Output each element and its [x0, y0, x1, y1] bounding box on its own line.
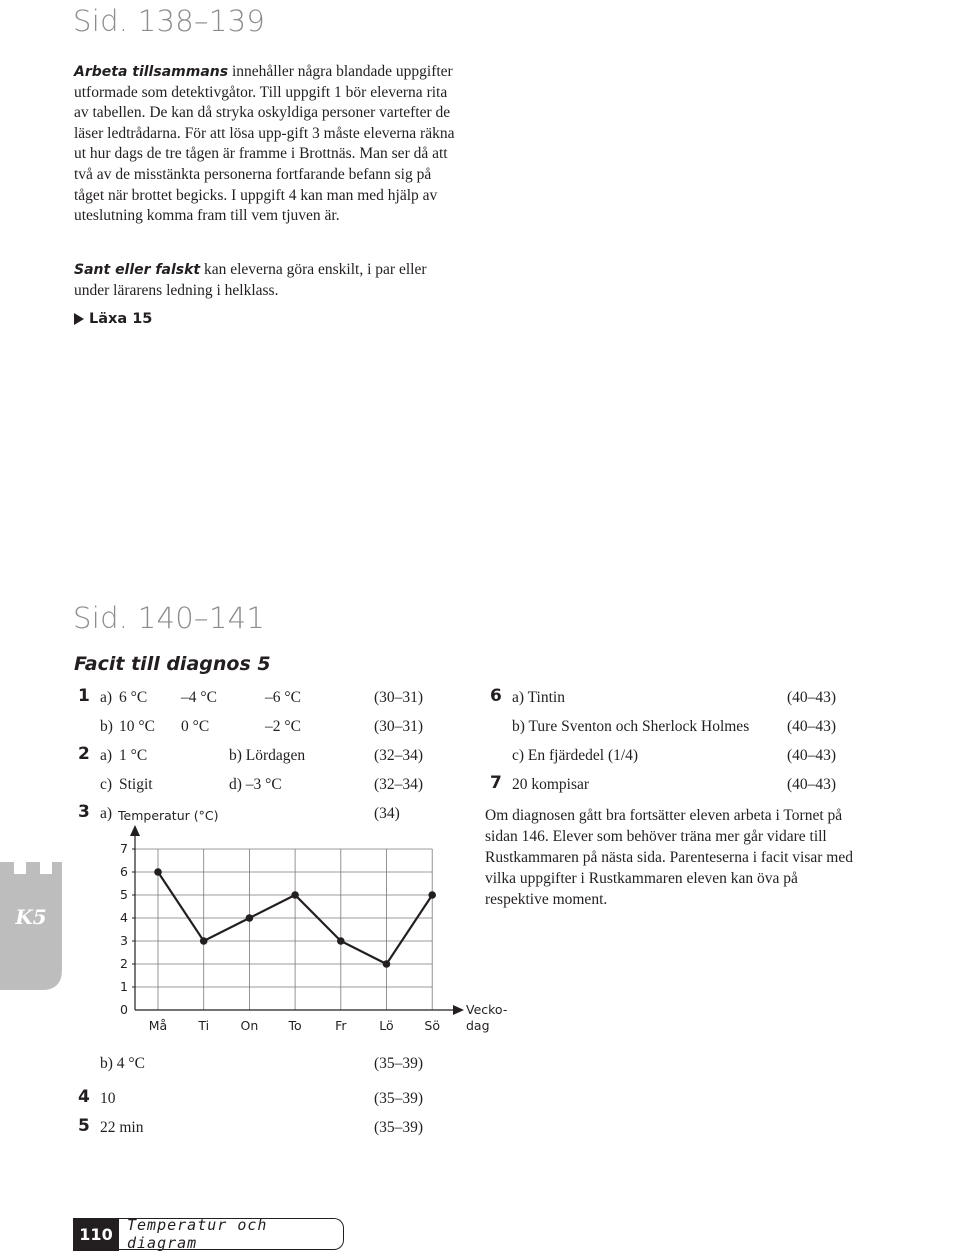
answer-6c-ref: (40–43)	[787, 747, 837, 764]
answer-1b-value2: 0 °C	[181, 718, 210, 735]
answer-6a-value: a) Tintin	[512, 689, 565, 706]
triangle-right-icon	[74, 313, 84, 325]
page-footer	[73, 1218, 344, 1251]
answer-7-value: 20 kompisar	[512, 776, 590, 793]
chart-xlabel-line2: dag	[466, 1018, 490, 1033]
x-tick-label: Må	[148, 1018, 168, 1033]
answer-2b-value: b) Lördagen	[229, 747, 306, 764]
answer-1b-value3: –2 °C	[265, 718, 301, 735]
side-tab-label: K5	[15, 905, 47, 929]
answer-5-value: 22 min	[100, 1119, 144, 1136]
x-tick-label: Sö	[424, 1018, 440, 1033]
answer-number-3: 3	[78, 802, 90, 822]
x-tick-label: Fr	[335, 1018, 347, 1033]
intro-text: innehåller några blandade uppgifter utformade som detektivgåtor. Till uppgift 1 bör eleverna rita av tabellen. De kan då stryka oskyldiga personer vartefter de läser ledtrådarna. För att lösa upp-gift 3 måste eleverna räkna ut hur dags de tre tågen är framme i Brottnäs. Man ser då att två av de misstänkta personerna fortfarande befann sig på tåget när brottet begicks. I uppgift 4 kan man med hjälp av uteslutning komma fram till vem tjuven är.	[74, 63, 455, 225]
data-point	[291, 891, 299, 899]
answer-2ab-ref: (32–34)	[374, 747, 424, 764]
intro-paragraph	[74, 62, 464, 227]
answer-number-5: 5	[78, 1116, 90, 1136]
y-tick-label: 1	[120, 979, 128, 994]
homework-link	[74, 311, 152, 327]
true-false-text: kan eleverna göra enskilt, i par eller under lärarens ledning i helklass.	[74, 261, 427, 299]
answer-2c-letter: c)	[100, 776, 113, 793]
x-tick-label: Ti	[198, 1018, 210, 1033]
data-point	[246, 914, 254, 922]
answer-1a-letter: a)	[100, 689, 113, 706]
answer-4-ref: (35–39)	[374, 1090, 424, 1107]
footer-title-box	[119, 1218, 344, 1250]
chart-y-ticks	[120, 841, 135, 1017]
intro-emphasis: Arbeta tillsammans	[74, 64, 229, 80]
answer-6b-ref: (40–43)	[787, 718, 837, 735]
true-false-paragraph	[74, 260, 464, 301]
answer-2a-value: 1 °C	[119, 747, 148, 764]
page-number: 110	[73, 1218, 119, 1251]
data-point	[337, 937, 345, 945]
section-heading-1: Sid. 138–139	[73, 4, 266, 38]
data-point	[154, 868, 162, 876]
section-heading-2: Sid. 140–141	[73, 601, 266, 635]
answer-number-2: 2	[78, 744, 90, 764]
diagnosis-note: Om diagnosen gått bra fortsätter eleven arbeta i Tornet på sidan 146. Elever som behöver träna mer går vidare till Rustkammaren på nästa sida. Parenteserna i facit visar med vilka uppgifter i Rustkammaren eleven kan öva på respektive moment.	[485, 807, 853, 908]
answer-6c-value: c) En fjärdedel (1/4)	[512, 747, 639, 764]
chart-grid	[135, 849, 432, 1010]
answer-1a-ref: (30–31)	[374, 689, 424, 706]
y-tick-label: 0	[120, 1002, 128, 1017]
footer-title: Temperatur och diagram	[127, 1216, 268, 1252]
x-tick-label: Lö	[379, 1018, 394, 1033]
y-tick-label: 7	[120, 841, 128, 856]
answer-2c-value: Stigit	[119, 776, 153, 793]
x-axis-arrow-icon	[453, 1005, 464, 1015]
answer-1b-letter: b)	[100, 718, 113, 735]
answer-4-value: 10	[100, 1090, 116, 1107]
answer-5-ref: (35–39)	[374, 1119, 424, 1136]
y-axis-arrow-icon	[130, 825, 140, 836]
answer-3b-value: b) 4 °C	[100, 1055, 145, 1072]
answer-number-1: 1	[78, 686, 90, 706]
answer-7-ref: (40–43)	[787, 776, 837, 793]
answer-1a-value1: 6 °C	[119, 689, 148, 706]
answer-3a-ref: (34)	[374, 805, 400, 822]
answer-1b-ref: (30–31)	[374, 718, 424, 735]
answer-2a-letter: a)	[100, 747, 113, 764]
y-tick-label: 2	[120, 956, 128, 971]
answer-6b-value: b) Ture Sventon och Sherlock Holmes	[512, 718, 750, 735]
y-tick-label: 6	[120, 864, 128, 879]
chart-ylabel: Temperatur (°C)	[118, 808, 219, 823]
data-point	[428, 891, 436, 899]
answer-3b-ref: (35–39)	[374, 1055, 424, 1072]
data-point	[383, 960, 391, 968]
y-tick-label: 3	[120, 933, 128, 948]
answer-number-7: 7	[490, 773, 502, 793]
answer-number-4: 4	[78, 1087, 90, 1107]
x-tick-label: To	[288, 1018, 302, 1033]
true-false-emphasis: Sant eller falskt	[74, 262, 201, 278]
data-point	[200, 937, 208, 945]
answer-6a-ref: (40–43)	[787, 689, 837, 706]
answer-2d-value: d) –3 °C	[229, 776, 282, 793]
homework-label: Läxa 15	[89, 311, 153, 327]
facit-title: Facit till diagnos 5	[74, 653, 271, 675]
chart-x-ticks	[149, 1018, 440, 1033]
side-tab	[0, 860, 62, 990]
answer-1b-value1: 10 °C	[119, 718, 155, 735]
answer-3a-letter: a)	[100, 805, 113, 822]
answer-1a-value2: –4 °C	[181, 689, 217, 706]
chart-xlabel-line1: Vecko-	[466, 1002, 508, 1017]
temperature-chart	[100, 805, 520, 1040]
answer-number-6: 6	[490, 686, 502, 706]
answer-1a-value3: –6 °C	[265, 689, 301, 706]
x-tick-label: On	[240, 1018, 259, 1033]
answer-2cd-ref: (32–34)	[374, 776, 424, 793]
y-tick-label: 4	[120, 910, 128, 925]
y-tick-label: 5	[120, 887, 128, 902]
